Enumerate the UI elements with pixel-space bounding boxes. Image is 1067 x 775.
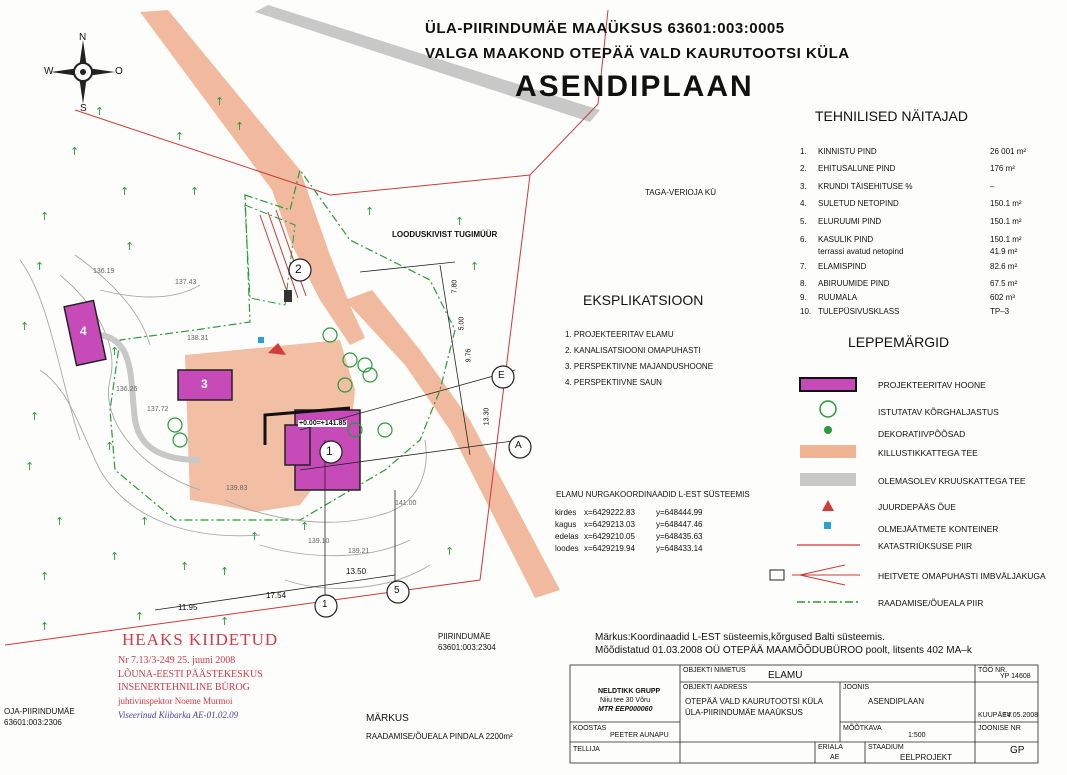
- compass-icon: [51, 40, 115, 104]
- axis-1-label: 1: [322, 599, 328, 610]
- tree-icon: ↑: [300, 520, 310, 533]
- legend-label: OLMEJÄÄTMETE KONTEINER: [878, 524, 999, 534]
- technical-no: 10.: [800, 307, 812, 316]
- technical-no: 3.: [800, 182, 807, 191]
- septic-number: 2: [295, 262, 302, 276]
- legend-sewage-icon: [770, 570, 784, 580]
- technical-no: 4.: [800, 199, 807, 208]
- legend-tree-icon: [820, 401, 836, 417]
- technical-value: 82.6 m²: [990, 262, 1018, 271]
- road-name-label: TAGA-VERIOJA KÜ: [645, 188, 716, 197]
- dimension-label: 13.30: [483, 407, 491, 426]
- technical-no: 2.: [800, 164, 807, 173]
- axis-e-label: E: [498, 370, 505, 381]
- legend-triangle-icon: [822, 500, 834, 511]
- coord-label: loodes: [555, 544, 579, 553]
- tb-drawing-no-label: JOONISE NR: [978, 725, 1021, 732]
- dimension-label: 13.50: [346, 567, 367, 576]
- explication-item: 2. KANALISATSIOONI OMAPUHASTI: [565, 346, 701, 355]
- legend-existing-road-swatch: [800, 473, 856, 486]
- tb-objekt: ELAMU: [768, 670, 803, 681]
- technical-value: 150.1 m²: [990, 199, 1022, 208]
- coord-y: y=648433.14: [656, 544, 703, 553]
- technical-label: KRUNDI TÄISEHITUSE %: [818, 182, 913, 191]
- legend-container-icon: [824, 522, 831, 529]
- tree-icon: ↑: [40, 620, 50, 633]
- tb-date: 14.05.2008: [1003, 712, 1039, 719]
- technical-label: KASULIK PIND: [818, 235, 874, 244]
- tb-stage: EELPROJEKT: [900, 753, 953, 762]
- legend-label: OLEMASOLEV KRUUSKATTEGA TEE: [878, 476, 1026, 486]
- tb-address-1: OTEPÄÄ VALD KAURUTOOTSI KÜLA: [685, 697, 823, 706]
- tree-icon: ↑: [140, 515, 150, 528]
- dimension-label: 17.54: [266, 591, 287, 600]
- coord-y: y=648447.46: [656, 520, 703, 529]
- legend-label: PROJEKTEERITAV HOONE: [878, 380, 986, 390]
- explication-title: EKSPLIKATSIOON: [583, 292, 704, 308]
- header-line-1: ÜLA-PIIRINDUMÄE MAAÜKSUS 63601:003:0005: [425, 20, 785, 37]
- tree-icon: ↑: [190, 185, 200, 198]
- planted-tree-icon: [168, 418, 182, 432]
- outbuilding-number: 3: [201, 377, 208, 391]
- legend-label: RAADAMISE/ÕUEALA PIIR: [878, 598, 984, 608]
- legend-symbols: [770, 378, 860, 602]
- technical-value: 150.1 m²: [990, 217, 1022, 226]
- neighbor-2-code: 63601:003:2306: [4, 718, 62, 727]
- planted-tree-icon: [173, 433, 187, 447]
- tree-icon: ↑: [235, 120, 245, 133]
- technical-label: KINNISTU PIND: [818, 147, 877, 156]
- technical-no: 9.: [800, 293, 807, 302]
- legend-label: JUURDEPÄÄS ÕUE: [878, 502, 956, 512]
- level-label: +0.00=+141.85: [299, 420, 347, 427]
- tree-icon: ↑: [135, 610, 145, 623]
- dimension-label: 11.95: [178, 603, 198, 612]
- elevation-label: 136.26: [116, 386, 138, 393]
- dimension-label: 5.00: [458, 316, 466, 331]
- tree-icon: ↑: [95, 105, 105, 118]
- building-1-wing: [285, 425, 310, 465]
- neighbor-2-label: OJA-PIIRINDUMÄE: [4, 707, 75, 716]
- page-title: ASENDIPLAAN: [515, 70, 754, 103]
- technical-label: ABIRUUMIDE PIND: [818, 279, 890, 288]
- technical-no: 5.: [800, 217, 807, 226]
- technical-label: terrassi avatud netopind: [818, 247, 904, 256]
- legend-label: HEITVETE OMAPUHASTI IMBVÄLJAKUGA: [878, 571, 1046, 581]
- tree-icon: ↑: [445, 545, 455, 558]
- technical-label: ELURUUMI PIND: [818, 217, 882, 226]
- company-name: NELDTIKK GRUPP: [598, 688, 661, 695]
- legend-gravel-road-swatch: [800, 445, 856, 458]
- tree-icon: ↑: [220, 565, 230, 578]
- tb-field-label: ERIALA: [818, 744, 843, 751]
- coordinates-title: ELAMU NURGAKOORDINAADID L-EST SÜSTEEMIS: [556, 490, 750, 499]
- legend-building-swatch: [800, 378, 856, 391]
- tree-icon: ↑: [25, 460, 35, 473]
- coord-label: kirdes: [555, 508, 577, 517]
- axis-a-label: A: [515, 440, 522, 451]
- elevation-label: 137.72: [147, 406, 169, 413]
- tree-icon: ↑: [365, 205, 375, 218]
- planted-tree-icon: [323, 328, 337, 342]
- tb-author: PEETER AUNAPU: [610, 732, 669, 739]
- technical-label: ELAMISPIND: [818, 262, 867, 271]
- elevation-label: 141.00: [395, 500, 417, 507]
- tree-icon: ↑: [215, 95, 225, 108]
- compass-s: S: [80, 103, 87, 114]
- tree-icon: ↑: [20, 320, 30, 333]
- compass-w: W: [44, 66, 54, 77]
- tree-icon: ↑: [105, 440, 115, 453]
- tree-icon: ↑: [55, 515, 65, 528]
- tb-field: AE: [830, 754, 840, 761]
- legend-shrub-icon: [824, 426, 832, 434]
- elevation-label: 137.43: [175, 279, 197, 286]
- container-square: [258, 337, 264, 343]
- tb-address-2: ÜLA-PIIRINDUMÄE MAAÜKSUS: [685, 708, 803, 717]
- title-block-grid: [570, 665, 1038, 763]
- sauna-number: 4: [80, 324, 87, 338]
- stamp-line: Nr 7.13/3-249 25. juuni 2008: [118, 655, 236, 666]
- stamp-title: HEAKS KIIDETUD: [122, 630, 279, 649]
- technical-value: 602 m³: [990, 293, 1015, 302]
- planted-tree-icon: [378, 423, 392, 437]
- company-address: Niiu tee 30 Võru: [600, 697, 651, 704]
- elevation-label: 139.10: [308, 538, 330, 545]
- tb-too-label: TÖÖ NR.: [978, 667, 1008, 674]
- tree-icon: ↑: [30, 410, 40, 423]
- stamp-signature: Viseerinud Kiibarka AE-01.02.09: [118, 710, 239, 720]
- legend-label: KILLUSTIKKATTEGA TEE: [878, 448, 978, 458]
- tb-scale-label: MÕÕTKAVA: [843, 725, 882, 732]
- coord-x: x=6429210.05: [584, 532, 635, 541]
- tb-stage-label: STAADIUM: [868, 744, 904, 751]
- tree-icon: ↑: [250, 530, 260, 543]
- tb-objekt-label: OBJEKTI NIMETUS: [683, 667, 746, 674]
- technical-no: 8.: [800, 279, 807, 288]
- tree-icon: ↑: [220, 615, 230, 628]
- technical-value: 26 001 m²: [990, 147, 1027, 156]
- tree-icon: ↑: [175, 130, 185, 143]
- legend-label: ISTUTATAV KÕRGHALJASTUS: [878, 407, 999, 417]
- company-license: MTR EEP000060: [598, 706, 653, 713]
- legend-title: LEPPEMÄRGID: [848, 334, 950, 350]
- technical-no: 1.: [800, 147, 807, 156]
- tb-client-label: TELLIJA: [573, 746, 600, 753]
- tree-icon: ↑: [120, 185, 130, 198]
- tree-icon: ↑: [35, 260, 45, 273]
- explication-item: 1. PROJEKTEERITAV ELAMU: [565, 330, 674, 339]
- compass-o: O: [115, 66, 123, 77]
- stamp-line: juhtivinspektor Noeme Murmoi: [118, 696, 233, 706]
- tree-icon: ↑: [110, 345, 120, 358]
- technical-value: 150.1 m²: [990, 235, 1022, 244]
- coord-label: edelas: [555, 532, 579, 541]
- legend-label: KATASTRIÜKSUSE PIIR: [878, 541, 973, 551]
- tree-icon: ↑: [125, 240, 135, 253]
- tb-address-label: OBJEKTI AADRESS: [683, 684, 748, 691]
- coord-y: y=648444.99: [656, 508, 703, 517]
- technical-no: 7.: [800, 262, 807, 271]
- house-number: 1: [326, 444, 333, 458]
- tree-icon: ↑: [70, 145, 80, 158]
- tb-drawing-no: GP: [1010, 745, 1025, 756]
- dimension-label: 9.76: [465, 348, 473, 363]
- note-line-1: Märkus:Koordinaadid L-EST süsteemis,kõrgused Balti süsteemis.: [595, 632, 885, 643]
- tree-icon: ↑: [40, 210, 50, 223]
- retaining-wall-label: LOODUSKIVIST TUGIMÜÜR: [392, 230, 498, 239]
- explication-item: 4. PERSPEKTIIVNE SAUN: [565, 378, 662, 387]
- coord-label: kagus: [555, 520, 577, 529]
- tree-icon: ↑: [455, 215, 465, 228]
- tb-author-label: KOOSTAS: [573, 725, 607, 732]
- technical-value: 67.5 m²: [990, 279, 1018, 288]
- tb-too: YP 14608: [1000, 673, 1031, 680]
- stamp-line: INSENERTEHNILINE BÜROG: [118, 682, 250, 693]
- technical-value: TP–3: [990, 307, 1010, 316]
- tb-joonis: ASENDIPLAAN: [868, 697, 925, 706]
- neighbor-1-code: 63601:003:2304: [438, 643, 496, 652]
- stamp-line: LÕUNA-EESTI PÄÄSTEKESKUS: [118, 669, 263, 680]
- tree-icon: ↑: [110, 550, 120, 563]
- elevation-label: 139.83: [226, 485, 248, 492]
- dimension-label: 7.80: [451, 279, 459, 294]
- tb-joonis-label: JOONIS: [843, 684, 870, 691]
- coord-x: x=6429222.83: [584, 508, 635, 517]
- technical-label: SULETUD NETOPIND: [818, 199, 899, 208]
- axis-5-label: 5: [394, 585, 400, 596]
- technical-label: EHITUSALUNE PIND: [818, 164, 896, 173]
- elevation-label: 136.19: [93, 268, 115, 275]
- header-line-2: VALGA MAAKOND OTEPÄÄ VALD KAURUTOOTSI KÜLA: [425, 45, 850, 62]
- technical-title: TEHNILISED NÄITAJAD: [815, 108, 968, 124]
- remark-text: RAADAMISE/ÕUEALA PINDALA 2200m²: [366, 732, 513, 741]
- technical-label: TULEPÜSIVUSKLASS: [818, 307, 900, 316]
- legend-label: DEKORATIIVPÕÕSAD: [878, 429, 966, 439]
- technical-value: –: [990, 182, 995, 191]
- tb-date-label: KUUPÄEV: [978, 712, 1012, 719]
- note-line-2: Mõõdistatud 01.03.2008 OÜ OTEPÄÄ MAAMÕÕDUBÜROO poolt, litsents 402 MA–k: [595, 645, 972, 656]
- tree-icon: ↑: [40, 570, 50, 583]
- coord-x: x=6429219.94: [584, 544, 635, 553]
- coord-x: x=6429213.03: [584, 520, 635, 529]
- tree-icon: ↑: [470, 260, 480, 273]
- technical-value: 176 m²: [990, 164, 1015, 173]
- elevation-label: 138.31: [187, 335, 209, 342]
- technical-value: 41.9 m²: [990, 247, 1018, 256]
- coord-y: y=648435.63: [656, 532, 703, 541]
- tree-icon: ↑: [180, 560, 190, 573]
- tb-scale: 1:500: [908, 732, 926, 739]
- remark-title: MÄRKUS: [366, 713, 409, 724]
- technical-label: RUUMALA: [818, 293, 858, 302]
- neighbor-1-label: PIIRINDUMÄE: [438, 632, 491, 641]
- compass-n: N: [79, 32, 87, 43]
- technical-no: 6.: [800, 235, 807, 244]
- septic-tank: [284, 290, 292, 302]
- explication-item: 3. PERSPEKTIIVNE MAJANDUSHOONE: [565, 362, 714, 371]
- elevation-label: 139.21: [348, 548, 370, 555]
